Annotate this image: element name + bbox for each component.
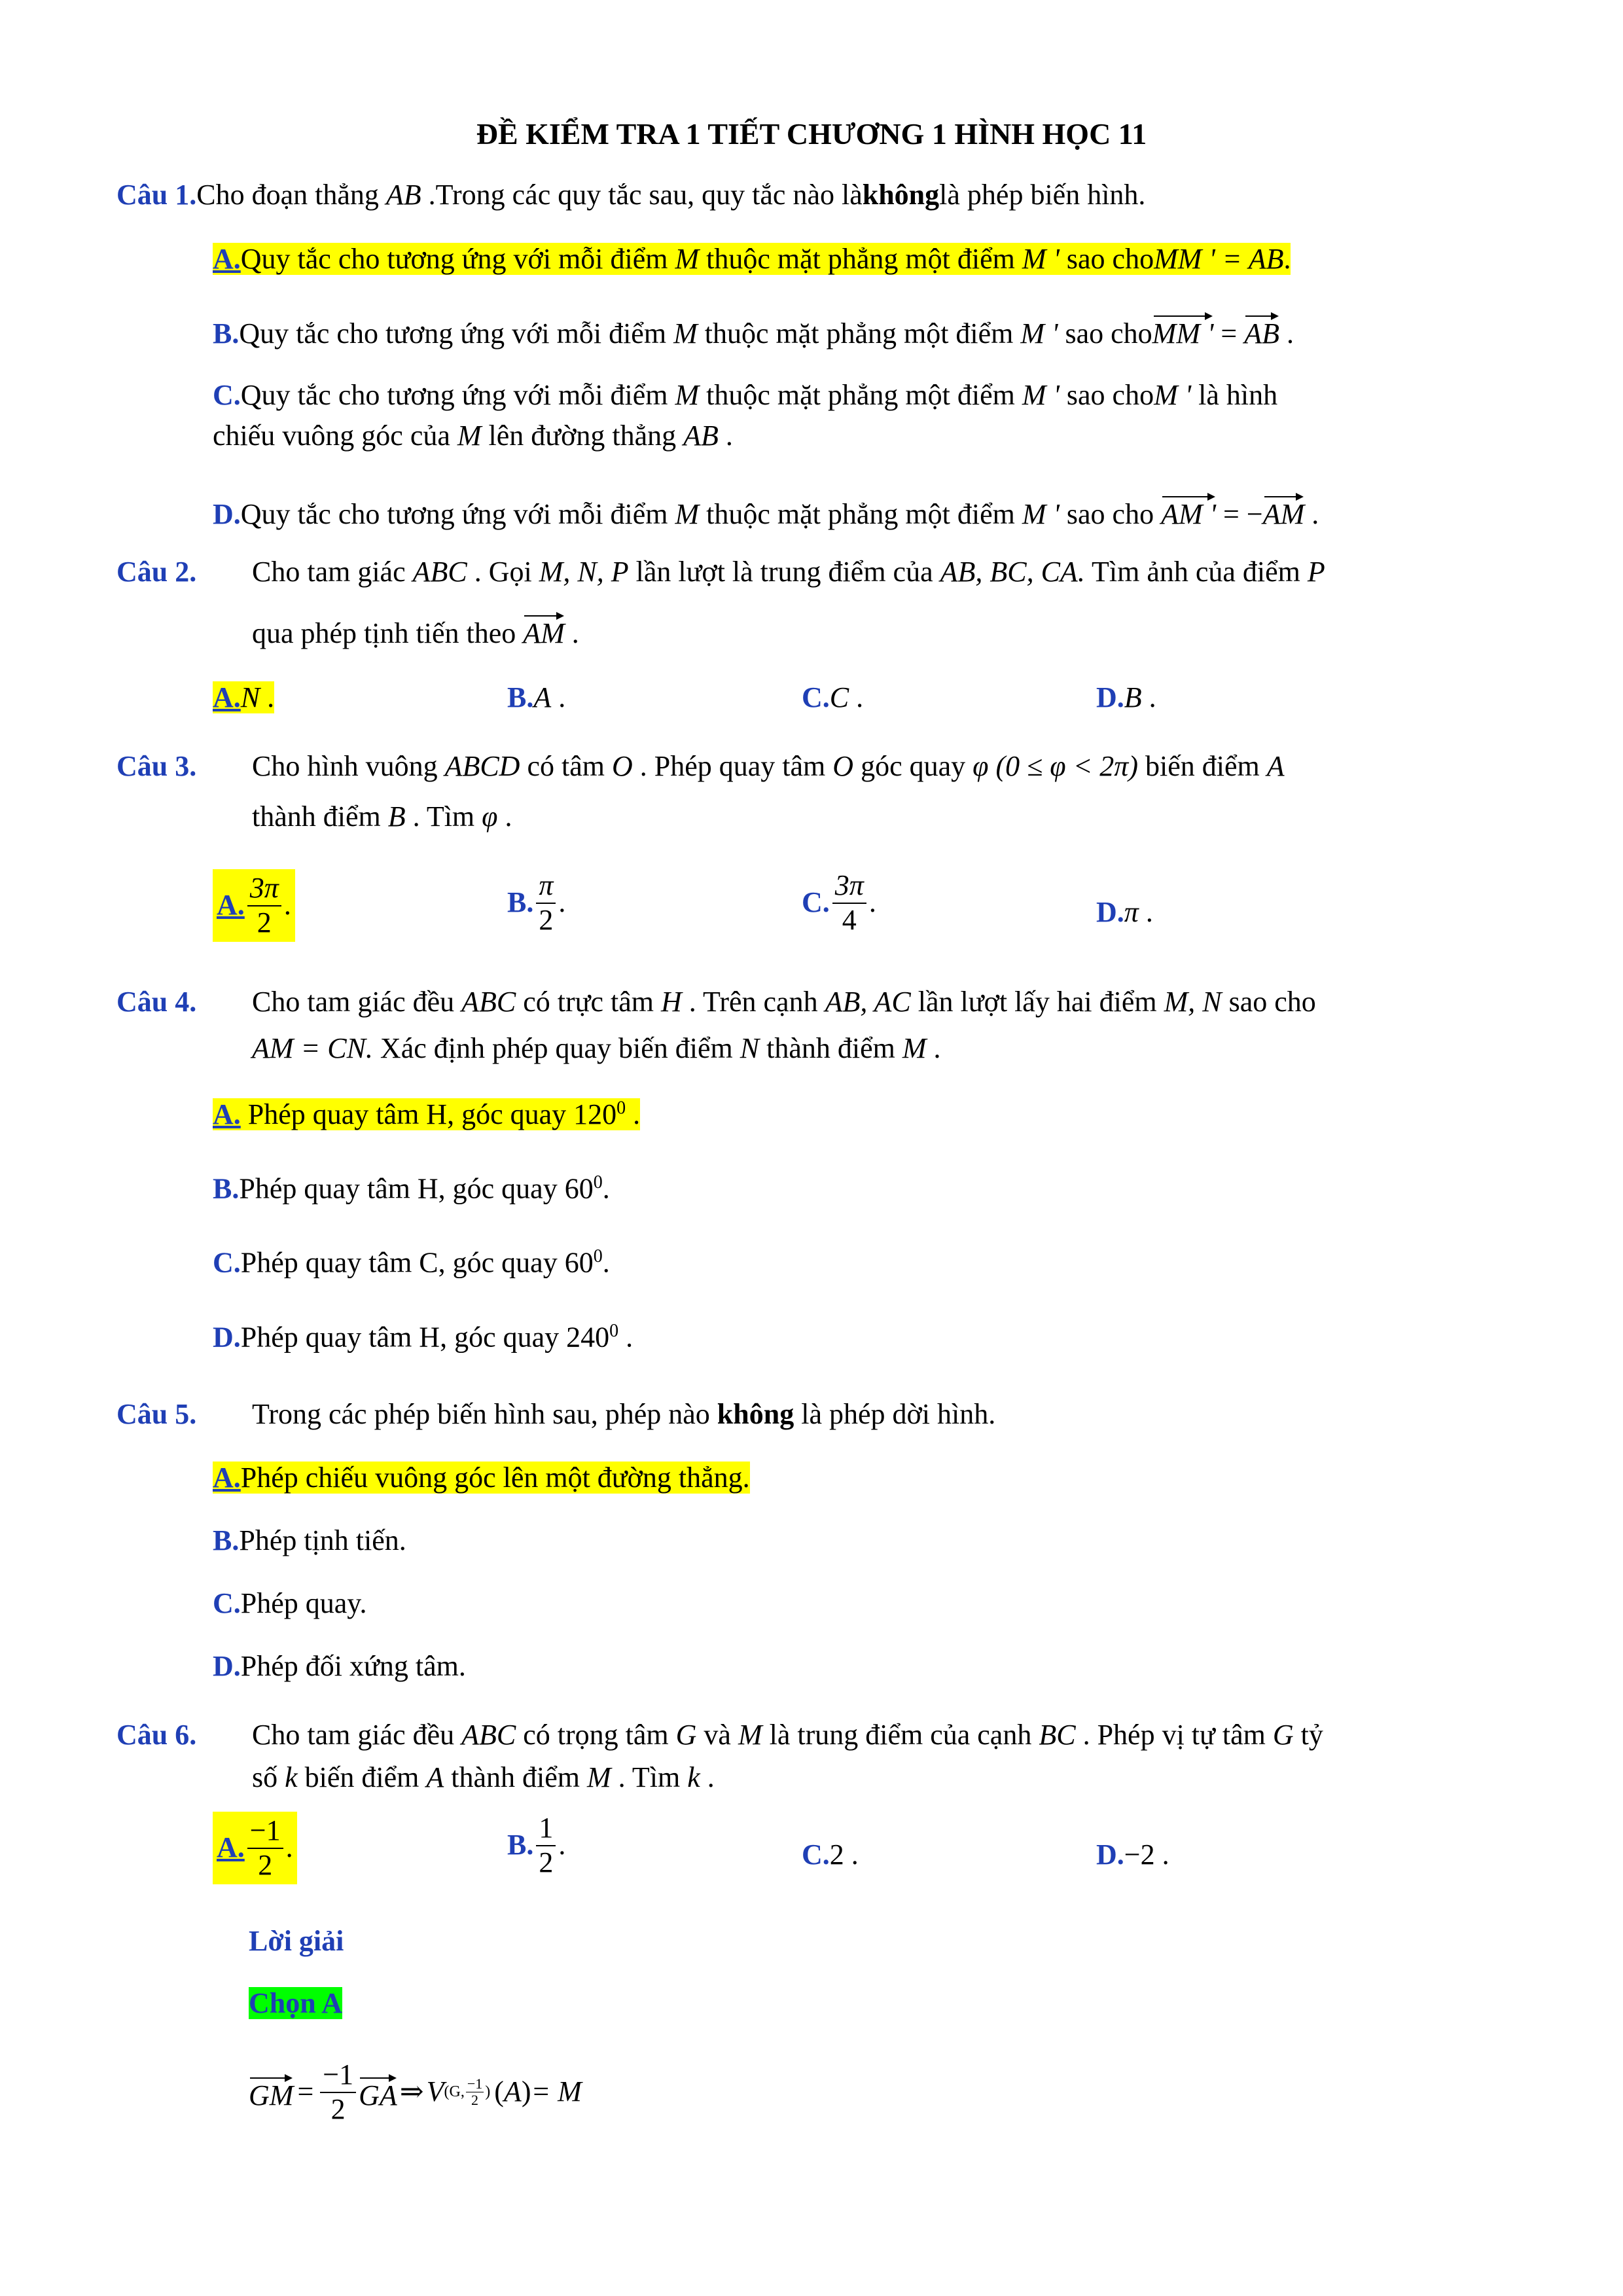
question-6-line2: số k biến điểm A thành điểm M . Tìm k . bbox=[252, 1761, 715, 1793]
question-3-text bbox=[252, 749, 1285, 784]
option-label: C. bbox=[802, 1839, 830, 1871]
option-value: −2 bbox=[1124, 1839, 1155, 1871]
numerator: 1 bbox=[536, 1812, 556, 1846]
math-symbol: φ (0 ≤ φ < 2π) bbox=[972, 750, 1138, 782]
math-symbol: M bbox=[587, 1761, 611, 1793]
math-symbol: AB, BC, CA. bbox=[940, 556, 1085, 588]
question-text: thành điểm bbox=[444, 1761, 588, 1793]
question-text: lần lượt là trung điểm của bbox=[628, 556, 940, 588]
question-label: Câu 1. bbox=[116, 179, 197, 211]
vector-MMprime: MM ' bbox=[1152, 309, 1214, 351]
math-symbol: ABCD bbox=[444, 750, 520, 782]
option-text: sao cho bbox=[1059, 379, 1154, 411]
question-text: là phép biến hình. bbox=[939, 179, 1146, 211]
vector-GM: GM bbox=[249, 2071, 293, 2113]
math-symbol: B bbox=[387, 800, 406, 833]
q2-option-c[interactable]: C.C . bbox=[802, 681, 864, 713]
q3-option-a[interactable]: A. $\frac{3\pi}{2}$ . bbox=[213, 869, 295, 942]
question-text: Trong các phép biến hình sau, phép nào bbox=[252, 1398, 717, 1430]
math-symbol: M, N, P bbox=[539, 556, 629, 588]
option-label: B. bbox=[213, 1524, 240, 1556]
math-symbol: k bbox=[687, 1761, 700, 1793]
option-text: thuộc mặt phẳng một điểm bbox=[697, 317, 1021, 350]
math-symbol: O bbox=[611, 750, 633, 782]
option-label: C. bbox=[213, 1246, 241, 1279]
q5-option-d[interactable] bbox=[213, 1649, 466, 1684]
math-symbol: G bbox=[1272, 1719, 1294, 1751]
option-text: thuộc mặt phẳng một điểm bbox=[699, 379, 1022, 411]
math-symbol: M ' bbox=[1022, 243, 1060, 275]
q5-option-a[interactable] bbox=[213, 1461, 750, 1496]
math-symbol: M ' bbox=[1022, 379, 1060, 411]
vector-AM: AM bbox=[1263, 490, 1305, 532]
denominator: 2 bbox=[539, 1846, 554, 1878]
option-text: Phép quay tâm H, góc quay 60 bbox=[239, 1172, 594, 1205]
math-symbol: M ' bbox=[1154, 379, 1192, 411]
q2-option-b[interactable]: B.A . bbox=[507, 681, 566, 713]
option-label: C. bbox=[213, 379, 241, 411]
question-text: Xác định phép quay biến điểm bbox=[372, 1032, 740, 1064]
question-text: biến điểm bbox=[1138, 750, 1267, 782]
fraction bbox=[247, 1814, 283, 1882]
q6-option-c[interactable]: C.2 . bbox=[802, 1839, 859, 1871]
q1-option-b[interactable]: B.Quy tắc cho tương ứng với mỗi điểm M thuộc mặt phẳng một điểm M ' sao choMM ' = AB . bbox=[213, 309, 1294, 351]
denominator: 2 bbox=[539, 903, 554, 936]
option-value: N bbox=[240, 681, 260, 713]
fraction bbox=[536, 1812, 556, 1879]
choice-heading bbox=[249, 1986, 342, 2021]
option-label: C. bbox=[802, 681, 830, 713]
option-label: C. bbox=[802, 886, 830, 919]
question-text: . Tìm bbox=[405, 800, 482, 833]
option-label: A. bbox=[213, 1098, 241, 1130]
option-value: 2 bbox=[829, 1839, 844, 1871]
fraction bbox=[536, 869, 556, 937]
math-symbol: k bbox=[285, 1761, 298, 1793]
question-text: qua phép tịnh tiến theo bbox=[252, 617, 524, 649]
denominator: 4 bbox=[842, 903, 857, 936]
math-symbol: M bbox=[675, 243, 700, 275]
option-text: sao cho bbox=[1059, 243, 1154, 275]
q1-option-d[interactable]: D.Quy tắc cho tương ứng với mỗi điểm M thuộc mặt phẳng một điểm M ' sao cho AM ' = −AM . bbox=[213, 490, 1319, 532]
math-symbol: AB bbox=[385, 179, 421, 211]
question-text: sao cho bbox=[1221, 986, 1316, 1018]
bold-word: không bbox=[862, 179, 940, 211]
question-text: là trung điểm của cạnh bbox=[762, 1719, 1039, 1751]
q4-option-b[interactable]: B.Phép quay tâm H, góc quay $60^0$. bbox=[213, 1172, 610, 1205]
question-1 bbox=[116, 178, 1145, 213]
math-symbol: A bbox=[1266, 750, 1285, 782]
math-symbol: AB, AC bbox=[825, 986, 911, 1018]
option-text: là hình bbox=[1191, 379, 1278, 411]
option-label: B. bbox=[507, 886, 534, 919]
degree-superscript: 0 bbox=[609, 1321, 619, 1341]
question-text: biến điểm bbox=[297, 1761, 427, 1793]
option-text: chiếu vuông góc của bbox=[213, 420, 457, 452]
q3-option-c[interactable]: C. $\frac{3\pi}{4}$ . bbox=[802, 869, 876, 936]
option-label: B. bbox=[507, 1829, 534, 1861]
math-symbol: ABC bbox=[461, 986, 516, 1018]
math-symbol: M, N bbox=[1164, 986, 1222, 1018]
question-text: . Trên cạnh bbox=[681, 986, 825, 1018]
question-text: . Phép vị tự tâm bbox=[1075, 1719, 1273, 1751]
numerator: 3π bbox=[247, 872, 281, 906]
option-label: A. bbox=[213, 1462, 241, 1494]
question-text: và bbox=[696, 1719, 738, 1751]
option-label: D. bbox=[1096, 681, 1124, 713]
question-label: Câu 5. bbox=[116, 1398, 197, 1430]
question-label: Câu 4. bbox=[116, 986, 197, 1018]
question-text: Cho hình vuông bbox=[252, 750, 445, 782]
math-symbol: M ' bbox=[1020, 317, 1058, 350]
question-3 bbox=[116, 749, 196, 784]
math-symbol: A bbox=[503, 2075, 522, 2108]
question-5 bbox=[116, 1397, 196, 1432]
question-label: Câu 6. bbox=[116, 1719, 197, 1751]
solution-label: Lời giải bbox=[249, 1925, 344, 1957]
option-text: lên đường thẳng bbox=[481, 420, 684, 452]
q6-option-d[interactable]: D.−2 . bbox=[1096, 1839, 1169, 1871]
question-6-text bbox=[252, 1718, 1323, 1753]
q2-option-d[interactable]: D.B . bbox=[1096, 681, 1156, 713]
option-value: B bbox=[1124, 681, 1142, 713]
question-text: Cho đoạn thẳng bbox=[196, 179, 386, 211]
choice-label: Chọn A bbox=[249, 1987, 343, 2019]
vector-AM: AM bbox=[523, 609, 565, 651]
math-formula: = M bbox=[531, 2075, 582, 2108]
degree-superscript: 0 bbox=[616, 1098, 626, 1118]
question-text: có tâm bbox=[520, 750, 612, 782]
q4-option-a[interactable]: A. Phép quay tâm H, góc quay $120^0$ . bbox=[213, 1098, 641, 1130]
option-text: Phép quay tâm C, góc quay 60 bbox=[240, 1246, 594, 1279]
fraction bbox=[320, 2058, 356, 2126]
math-symbol: N bbox=[740, 1032, 760, 1064]
option-text: sao cho bbox=[1059, 498, 1162, 530]
vector-GA: GA bbox=[359, 2071, 397, 2113]
question-4-line2: AM = CN. Xác định phép quay biến điểm N thành điểm M . bbox=[252, 1032, 941, 1064]
math-symbol: ABC bbox=[412, 556, 467, 588]
question-text: có trọng tâm bbox=[516, 1719, 676, 1751]
option-text: thuộc mặt phẳng một điểm bbox=[699, 243, 1022, 275]
denominator: 2 bbox=[257, 906, 272, 939]
question-6 bbox=[116, 1718, 196, 1753]
option-text: Phép tịnh tiến. bbox=[239, 1524, 406, 1556]
option-label: A. bbox=[217, 889, 245, 922]
q3-option-d[interactable]: D.π . bbox=[1096, 896, 1153, 928]
option-text: Quy tắc cho tương ứng với mỗi điểm bbox=[239, 317, 674, 350]
option-text: Quy tắc cho tương ứng với mỗi điểm bbox=[240, 498, 675, 530]
question-text: . Phép quay tâm bbox=[632, 750, 833, 782]
option-label: D. bbox=[213, 1650, 241, 1682]
option-text: Phép quay tâm H, góc quay 240 bbox=[240, 1321, 610, 1354]
q1-option-a[interactable]: A.Quy tắc cho tương ứng với mỗi điểm M thuộc mặt phẳng một điểm M ' sao choMM ' = AB. bbox=[213, 243, 1291, 275]
q6-option-a[interactable]: A. $\frac{-1}{2}$ . bbox=[213, 1812, 297, 1884]
option-text: thuộc mặt phẳng một điểm bbox=[699, 498, 1022, 530]
math-symbol: H bbox=[661, 986, 682, 1018]
math-symbol: M bbox=[738, 1719, 762, 1751]
numerator: −1 bbox=[247, 1814, 283, 1849]
option-label: B. bbox=[507, 681, 534, 713]
math-symbol: AB bbox=[683, 420, 719, 452]
question-2-text bbox=[252, 555, 1325, 590]
option-text: Quy tắc cho tương ứng với mỗi điểm bbox=[240, 379, 675, 411]
option-text: Quy tắc cho tương ứng với mỗi điểm bbox=[240, 243, 675, 275]
option-label: D. bbox=[1096, 1839, 1124, 1871]
question-text: . Gọi bbox=[467, 556, 539, 588]
q5-option-c[interactable] bbox=[213, 1587, 366, 1621]
page-title: ĐỀ KIỂM TRA 1 TIẾT CHƯƠNG 1 HÌNH HỌC 11 bbox=[476, 117, 1147, 151]
option-value: A bbox=[533, 681, 552, 713]
option-label: B. bbox=[213, 317, 240, 350]
option-value: C bbox=[829, 681, 849, 713]
option-text: Phép quay. bbox=[240, 1587, 367, 1619]
q2-options bbox=[213, 681, 274, 715]
question-text: thành điểm bbox=[759, 1032, 902, 1064]
question-label: Câu 3. bbox=[116, 750, 197, 782]
q2-option-a[interactable]: A.N . bbox=[213, 681, 275, 713]
question-3-line2: thành điểm B . Tìm φ . bbox=[252, 800, 512, 833]
degree-superscript: 0 bbox=[593, 1172, 603, 1193]
vector-AMprime: AM ' bbox=[1161, 490, 1216, 532]
denominator: 2 bbox=[330, 2092, 346, 2125]
question-text: số bbox=[252, 1761, 285, 1793]
option-label: D. bbox=[1096, 896, 1124, 928]
question-text: .Trong các quy tắc sau, quy tắc nào là bbox=[421, 179, 863, 211]
numerator: 3π bbox=[832, 869, 866, 904]
q1-option-c[interactable] bbox=[213, 378, 1277, 413]
vector-AB: AB bbox=[1244, 309, 1279, 351]
question-2-line2: qua phép tịnh tiến theo AM . bbox=[252, 609, 579, 651]
option-text: Phép đối xứng tâm. bbox=[240, 1650, 466, 1682]
numerator: π bbox=[536, 869, 556, 904]
question-text: Tìm ảnh của điểm bbox=[1084, 556, 1308, 588]
option-label: A. bbox=[213, 681, 241, 713]
math-symbol: O bbox=[832, 750, 854, 782]
question-text: có trực tâm bbox=[516, 986, 662, 1018]
math-symbol: G bbox=[675, 1719, 697, 1751]
question-text: Cho tam giác đều bbox=[252, 1719, 462, 1751]
fraction bbox=[832, 869, 866, 937]
question-5-text bbox=[252, 1397, 995, 1432]
question-2 bbox=[116, 555, 196, 590]
option-label: C. bbox=[213, 1587, 241, 1619]
option-label: A. bbox=[213, 243, 241, 275]
question-text: góc quay bbox=[853, 750, 973, 782]
math-symbol: ABC bbox=[461, 1719, 516, 1751]
math-formula: MM ' = AB bbox=[1154, 243, 1284, 275]
numerator: −1 bbox=[320, 2058, 356, 2093]
option-label: D. bbox=[213, 1321, 241, 1354]
option-label: D. bbox=[213, 498, 241, 530]
math-symbol: M bbox=[902, 1032, 927, 1064]
q4-option-d[interactable]: D.Phép quay tâm H, góc quay $240^0$ . bbox=[213, 1321, 633, 1354]
math-symbol: A bbox=[426, 1761, 444, 1793]
math-symbol: φ bbox=[482, 800, 498, 833]
math-symbol: M bbox=[673, 317, 698, 350]
question-text: . Tìm bbox=[611, 1761, 688, 1793]
math-symbol: M bbox=[457, 420, 482, 452]
math-symbol: M ' bbox=[1022, 498, 1060, 530]
homothety-subscript: (G, $\frac{-1}{2}$ ) bbox=[444, 2075, 491, 2109]
q5-option-b[interactable] bbox=[213, 1524, 406, 1558]
math-symbol: BC bbox=[1039, 1719, 1076, 1751]
question-text: Cho tam giác đều bbox=[252, 986, 462, 1018]
question-label: Câu 2. bbox=[116, 556, 197, 588]
option-value: π bbox=[1124, 896, 1139, 928]
q6-option-b[interactable]: B. $\frac{1}{2}$ . bbox=[507, 1812, 566, 1878]
question-text: Cho tam giác bbox=[252, 556, 413, 588]
option-text: Phép chiếu vuông góc lên một đường thẳng. bbox=[240, 1462, 750, 1494]
math-symbol: M bbox=[675, 379, 700, 411]
degree-superscript: 0 bbox=[593, 1246, 603, 1266]
bold-word: không bbox=[717, 1398, 794, 1430]
question-text: là phép dời hình. bbox=[794, 1398, 996, 1430]
question-4-text bbox=[252, 985, 1316, 1020]
option-text: Phép quay tâm H, góc quay 120 bbox=[240, 1098, 617, 1130]
solution-formula: GM = $\frac{-1}{2}$ GA ⇒ V (G, $\frac{-1}{2}$ ) ( A ) = M bbox=[249, 2058, 582, 2125]
q3-option-b[interactable]: B. $\frac{\pi}{2}$ . bbox=[507, 869, 566, 936]
question-text: lần lượt lấy hai điểm bbox=[910, 986, 1164, 1018]
q4-option-c[interactable]: C.Phép quay tâm C, góc quay $60^0$. bbox=[213, 1246, 610, 1279]
math-symbol: M bbox=[675, 498, 700, 530]
question-4 bbox=[116, 985, 196, 1020]
math-symbol: P bbox=[1307, 556, 1325, 588]
q1-option-c-line2: chiếu vuông góc của M lên đường thẳng AB . bbox=[213, 420, 733, 452]
option-text: sao cho bbox=[1058, 317, 1152, 350]
math-formula: AM = CN. bbox=[252, 1032, 373, 1064]
solution-heading bbox=[249, 1924, 344, 1959]
option-label: B. bbox=[213, 1172, 240, 1205]
question-text: thành điểm bbox=[252, 800, 388, 833]
fraction bbox=[247, 872, 281, 939]
denominator: 2 bbox=[258, 1848, 273, 1881]
option-label: A. bbox=[217, 1831, 245, 1864]
question-text: tỷ bbox=[1293, 1719, 1323, 1751]
